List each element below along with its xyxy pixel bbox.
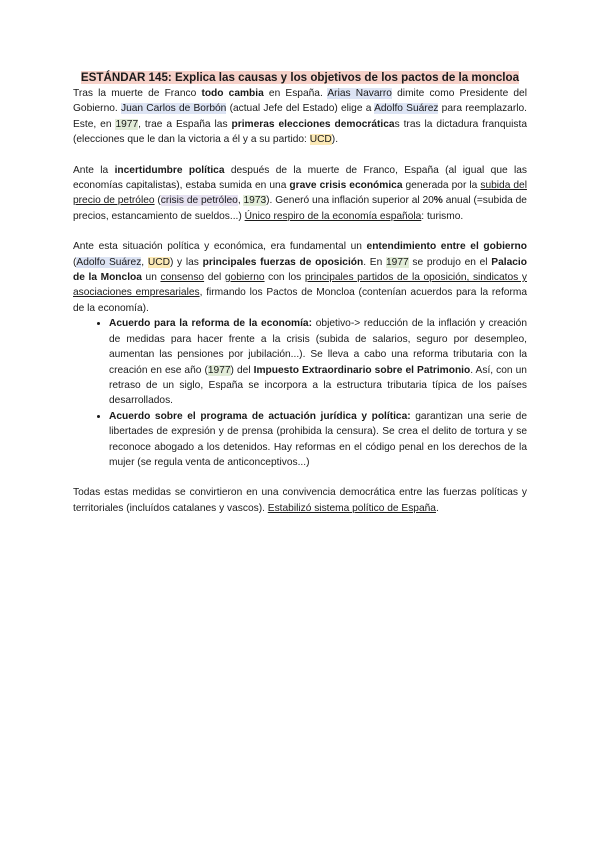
highlight-date: 1973	[243, 195, 267, 207]
paragraph-intro: Tras la muerte de Franco todo cambia en España. Arias Navarro dimite como Presidente del Gobierno. Juan Carlos de Borbón (actual Jefe del Estado) elige a Adolfo Suárez para reemplazarlo. Este, en 1977, trae a España las primeras elecciones democráticas tras la dictadura franquista (elecciones que le dan la victoria a él y a su partido: UCD).	[73, 88, 528, 146]
highlight-party: UCD	[147, 256, 170, 268]
highlight-name: Arias Navarro	[327, 88, 392, 99]
document-title	[73, 70, 527, 86]
highlight-name: Adolfo Suárez	[374, 103, 439, 115]
highlight-date: 1977	[386, 256, 409, 268]
highlight-name: Adolfo Suárez	[76, 256, 142, 268]
highlight-name: Juan Carlos de Borbón	[120, 103, 227, 115]
paragraph-crisis: Ante la incertidumbre política después de la muerte de Franco, España (al igual que las economías capitalistas), estaba sumida en una grave crisis económica generada por la subida del precio de petróleo (crisis de petróleo, 1973). Generó una inflación superior al 20% anual (=subida de precios, estancamiento de sueldos...) Único respiro de la economía española: turismo.	[73, 164, 528, 222]
agreements-list	[73, 316, 527, 470]
highlight-party: UCD	[309, 134, 332, 146]
highlight-date: 1977	[207, 364, 231, 376]
list-item: • Acuerdo para la reforma de la economía: objetivo-> reducción de la inflación y creación de medidas para hacer frente a la crisis (subida de salarios, seguro por desempleo, aumentan las pensiones por jubilación...). Se lleva a cabo una reforma tributaria con la creación en ese año (1977) del Impuesto Extraordinario sobre el Patrimonio. Así, con un retraso de un siglo, España se incorpora a la estructura tributaria típica de los países desarrollados.	[109, 316, 527, 408]
highlight-date: 1977	[115, 118, 139, 130]
document-page	[73, 70, 527, 516]
paragraph-conclusion: Todas estas medidas se convirtieron en una convivencia democrática entre las fuerzas políticas y territoriales (incluídos catalanes y vascos). Estabilizó sistema político de España.	[73, 487, 527, 514]
paragraph-moncloa: Ante esta situación política y económica, era fundamental un entendimiento entre el gobierno (Adolfo Suárez, UCD) y las principales fuerzas de oposición. En 1977 se produjo en el Palacio de la Moncloa un consenso del gobierno con los principales partidos de la oposición, sindicatos y asociaciones empresariales, firmando los Pactos de Moncloa (contenían acuerdos para la reforma de la economía).	[73, 241, 527, 314]
highlight-crisis: crisis de petróleo	[160, 195, 238, 207]
title-text: ESTÁNDAR 145: Explica las causas y los objetivos de los pactos de la moncloa	[80, 71, 520, 84]
list-item: • Acuerdo sobre el programa de actuación jurídica y política: garantizan una serie de libertades de expresión y de prensa (prohibida la censura). Se crea el delito de tortura y se reconoce abogado a los detenidos. Hay reformas en el código penal en los derechos de la mujer (se regula venta de anticonceptivos...)	[109, 409, 527, 471]
